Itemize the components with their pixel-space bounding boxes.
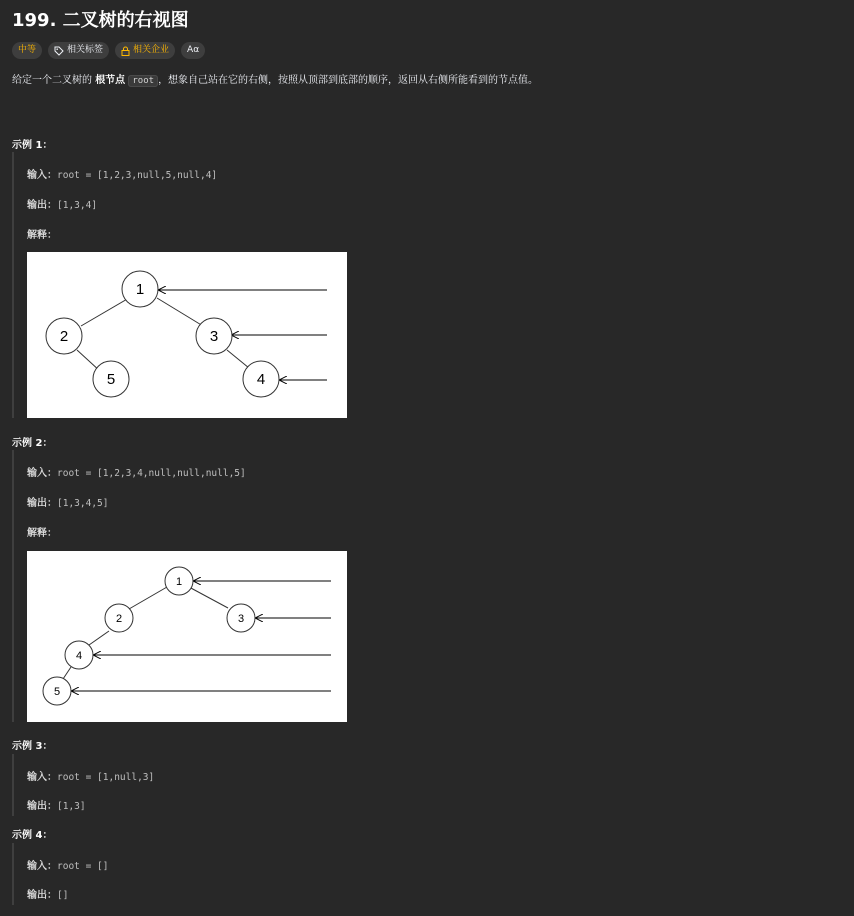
example-3-block <box>12 754 14 816</box>
related-tags-button[interactable] <box>48 42 109 59</box>
node-label: 5 <box>53 686 61 698</box>
tree-edge <box>189 587 228 608</box>
example-2-title: 示例 2： <box>12 438 53 449</box>
example-2-tree-diagram <box>27 551 347 722</box>
example-1-explanation <box>27 226 57 241</box>
output-value: [1,3] <box>57 801 86 812</box>
example-1-tree-diagram <box>27 252 347 418</box>
tree-edge <box>129 587 167 609</box>
example-2-output <box>27 494 108 509</box>
description-text: 给定一个二叉树的 <box>12 75 96 86</box>
input-value: root = [1,2,3,null,5,null,4] <box>57 170 218 181</box>
problem-description <box>12 73 538 89</box>
output-label: 输出： <box>27 890 57 901</box>
description-bold-term: 根节点 <box>95 75 126 86</box>
tag-row <box>12 42 205 59</box>
example-3-input <box>27 768 154 783</box>
related-tags-label: 相关标签 <box>67 45 104 55</box>
example-1-input <box>27 166 217 181</box>
example-2-explanation <box>27 524 57 539</box>
node-label: 4 <box>256 371 266 388</box>
tree-edge <box>227 350 249 368</box>
output-value: [1,3,4] <box>57 200 98 211</box>
input-value: root = [1,null,3] <box>57 772 155 783</box>
output-label: 输出： <box>27 498 57 509</box>
input-label: 输入： <box>27 170 57 181</box>
node-label: 3 <box>209 328 219 345</box>
node-label: 5 <box>106 371 116 388</box>
example-4-input <box>27 857 108 872</box>
input-label: 输入： <box>27 772 57 783</box>
example-1-block <box>12 152 14 418</box>
font-size-button[interactable]: Aα <box>181 42 205 59</box>
explanation-label: 解释： <box>27 230 57 241</box>
tree-edge <box>81 298 129 326</box>
explanation-label: 解释： <box>27 528 57 539</box>
example-4-block <box>12 843 14 905</box>
difficulty-badge[interactable]: 中等 <box>12 42 42 59</box>
example-3-title: 示例 3： <box>12 741 53 752</box>
tree-edge <box>89 631 109 645</box>
output-label: 输出： <box>27 801 57 812</box>
example-1-title: 示例 1： <box>12 140 53 151</box>
tree-2-svg <box>27 551 347 722</box>
example-4-output <box>27 886 68 901</box>
example-2-input <box>27 464 246 479</box>
node-label: 2 <box>115 613 123 625</box>
problem-title: 199. 二叉树的右视图 <box>12 10 189 31</box>
input-label: 输入： <box>27 861 57 872</box>
output-value: [1,3,4,5] <box>57 498 109 509</box>
node-label: 2 <box>59 328 69 345</box>
related-companies-label: 相关企业 <box>133 45 170 55</box>
example-3-output <box>27 797 86 812</box>
node-label: 4 <box>75 650 83 662</box>
description-code: root <box>128 75 158 87</box>
input-label: 输入： <box>27 468 57 479</box>
description-text-rest: ，想象自己站在它的右侧，按照从顶部到底部的顺序，返回从右侧所能看到的节点值。 <box>158 75 539 86</box>
output-value: [] <box>57 890 69 901</box>
tag-icon <box>54 46 64 56</box>
tree-edge <box>63 667 71 679</box>
tree-1-svg <box>27 252 347 418</box>
node-label: 3 <box>237 613 245 625</box>
node-label: 1 <box>175 576 183 588</box>
example-2-block <box>12 450 14 722</box>
input-value: root = [] <box>57 861 109 872</box>
lock-icon <box>121 46 130 56</box>
output-label: 输出： <box>27 200 57 211</box>
related-companies-button[interactable] <box>115 42 175 59</box>
tree-edge <box>157 298 203 326</box>
example-4-title: 示例 4： <box>12 830 53 841</box>
example-1-output <box>27 196 97 211</box>
input-value: root = [1,2,3,4,null,null,null,5] <box>57 468 246 479</box>
node-label: 1 <box>135 281 145 298</box>
